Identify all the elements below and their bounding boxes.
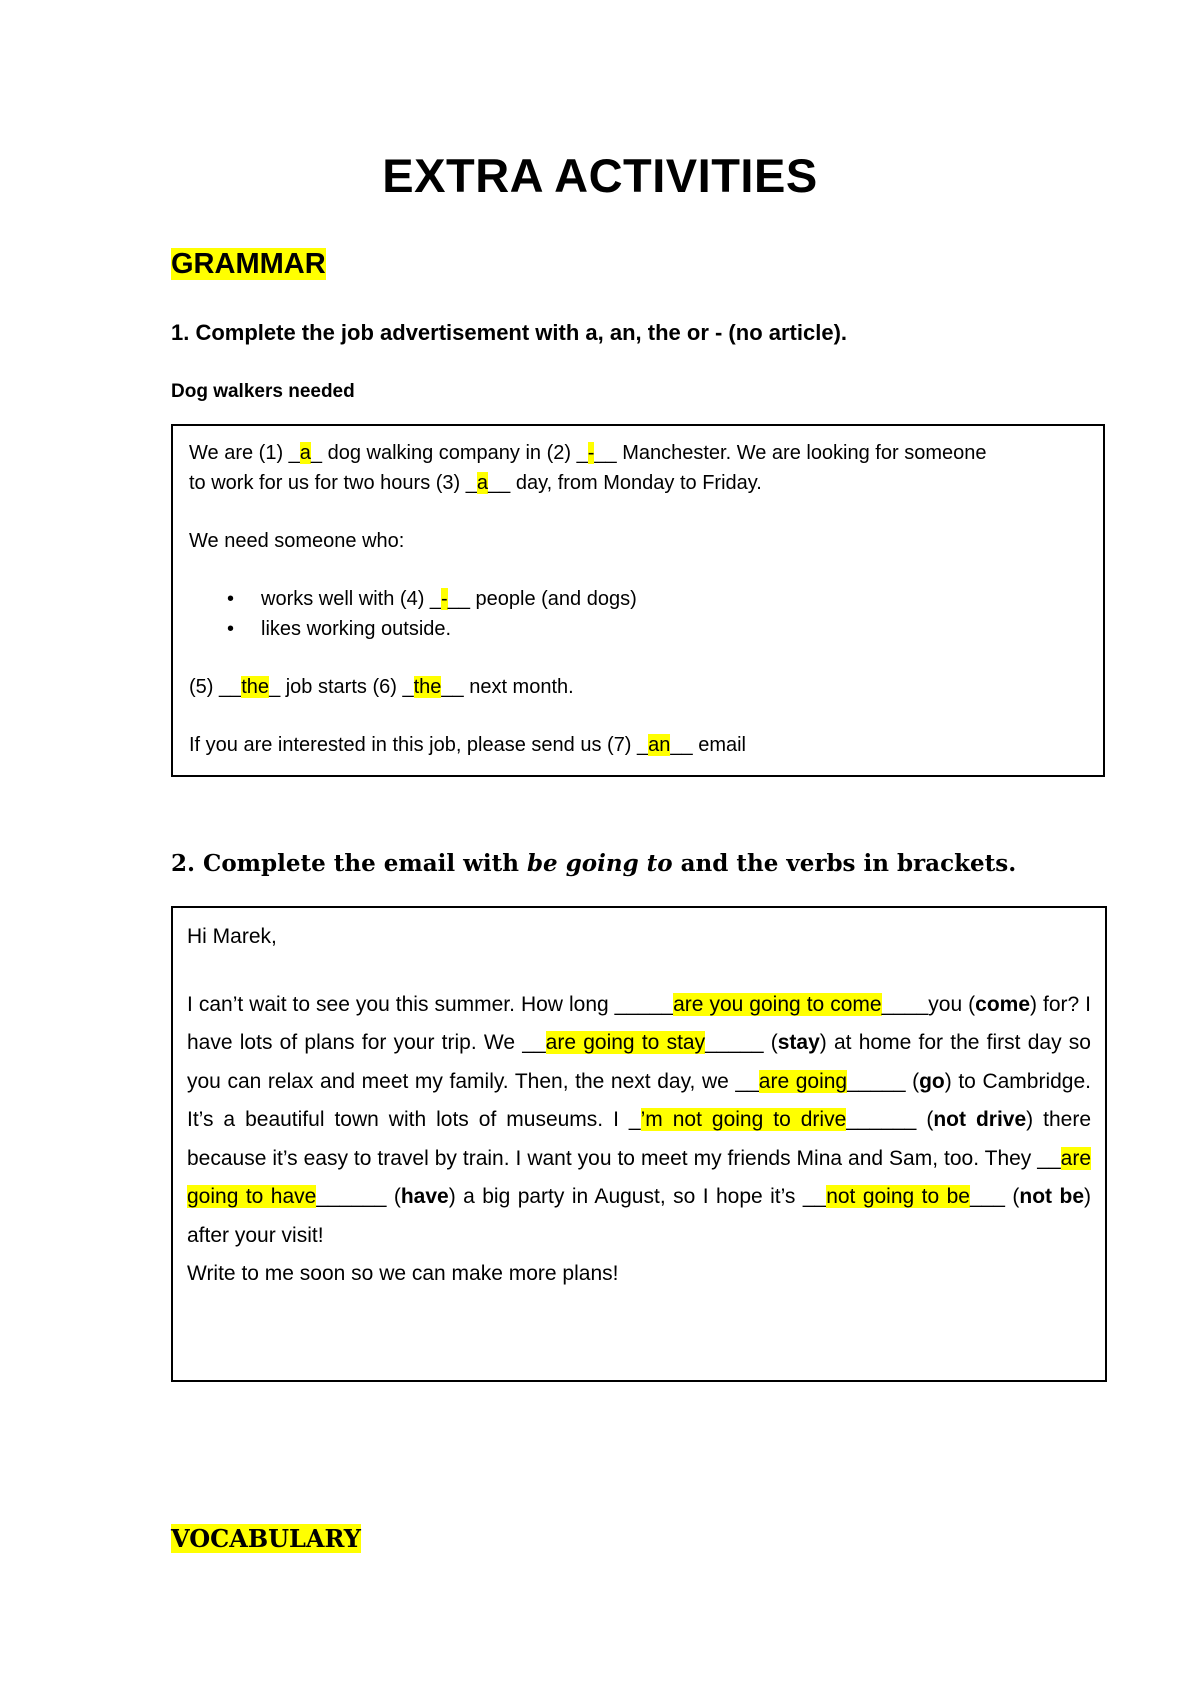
advert-need: We need someone who: bbox=[189, 530, 405, 552]
vocabulary-heading: VOCABULARY bbox=[171, 1524, 361, 1553]
exercise-1-instruction: 1. Complete the job advertisement with a, an, the or - (no article). bbox=[171, 320, 848, 345]
answer-5: the bbox=[241, 676, 270, 698]
answer-2: - bbox=[587, 442, 595, 464]
list-item: • works well with (4) _-__ people (and dogs) bbox=[261, 584, 1087, 614]
email-body: I can’t wait to see you this summer. How long _____are you going to come____you (come) for? I have lots of plans for your trip. We __are going to stay_____ (stay) at home for the first day so you can relax and meet my family. Then, the next day, we __are going_____ (go) to Cambridge. It’s a beautiful town with lots of museums. I _’m not going to drive______ (not drive) there because it’s easy to travel by train. I want you to meet my friends Mina and Sam, too. They __are going to have______ (have) a big party in August, so I hope it’s __not going to be___ (not be) after your visit! bbox=[187, 992, 1092, 1247]
email-answer-3: are going bbox=[758, 1069, 848, 1093]
email-answer-5: are going to have bbox=[187, 1146, 1091, 1208]
email-answer-2: are going to stay bbox=[545, 1031, 706, 1054]
email-box bbox=[171, 906, 1107, 1382]
list-item: • likes working outside. bbox=[261, 614, 1087, 644]
advert-line-1: We are (1) _a_ dog walking company in (2) _-__ Manchester. We are looking for someone bbox=[189, 442, 987, 464]
advert-line-2: to work for us for two hours (3) _a__ day, from Monday to Friday. bbox=[189, 472, 762, 494]
email-answer-1: are you going to come bbox=[673, 992, 882, 1016]
grammar-heading: GRAMMAR bbox=[171, 248, 326, 280]
page-title: EXTRA ACTIVITIES bbox=[382, 149, 818, 202]
email-answer-6: not going to be bbox=[826, 1185, 970, 1208]
job-advert-box bbox=[171, 424, 1105, 777]
email-closing: Write to me soon so we can make more plans! bbox=[187, 1262, 619, 1285]
answer-6: the bbox=[413, 676, 442, 698]
email-answer-4: ’m not going to drive bbox=[640, 1108, 847, 1131]
advert-subheading: Dog walkers needed bbox=[171, 381, 355, 402]
advert-line-5: (5) __the_ job starts (6) _the__ next month. bbox=[189, 676, 574, 698]
requirements-list bbox=[189, 584, 1087, 644]
advert-line-7: If you are interested in this job, please send us (7) _an__ email bbox=[189, 734, 747, 756]
email-greeting: Hi Marek, bbox=[187, 925, 277, 948]
answer-4: - bbox=[441, 588, 448, 610]
exercise-2-instruction: 2. Complete the email with be going to and the verbs in brackets. bbox=[171, 850, 1017, 877]
answer-1: a bbox=[299, 442, 311, 464]
answer-7: an bbox=[648, 734, 671, 756]
answer-3: a bbox=[476, 472, 489, 494]
